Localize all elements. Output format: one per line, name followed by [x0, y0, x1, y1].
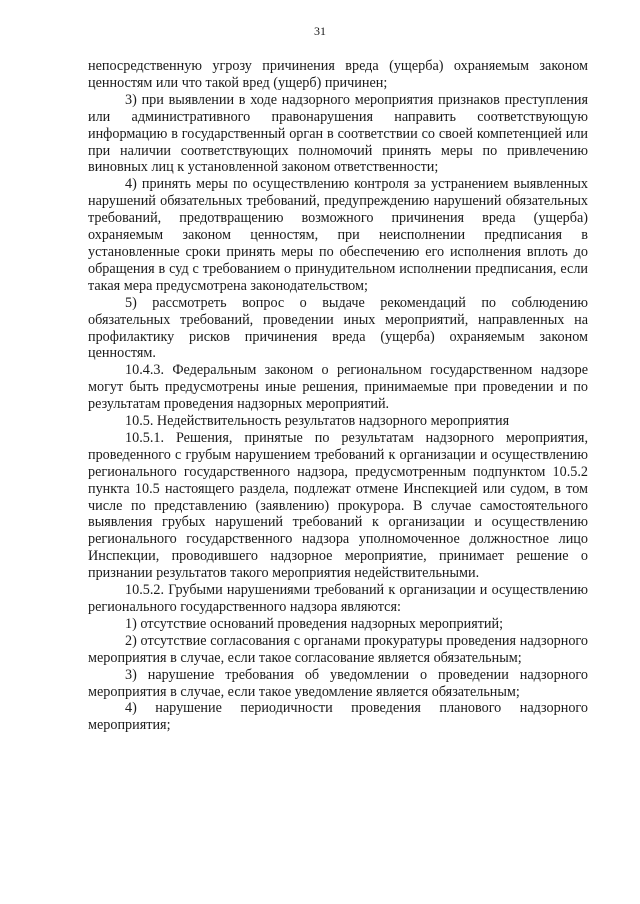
- paragraph-continuation: непосредственную угрозу причинения вреда (ущерба) охраняемым законом ценностям или что такой вред (ущерб) причинен;: [88, 58, 588, 91]
- paragraph-item-3: 3) при выявлении в ходе надзорного мероприятия признаков преступления или административного правонарушения направить соответствующую информацию в государственный орган в соответствии со своей компетенцией или при наличии соответствующих полномочий принять меры по привлечению виновных лиц к установленной законом ответственности;: [88, 91, 588, 176]
- paragraph-10-5-2: 10.5.2. Грубыми нарушениями требований к организации и осуществлению регионального государственного надзора являются:: [88, 582, 588, 615]
- paragraph-10-4-3: 10.4.3. Федеральным законом о региональном государственном надзоре могут быть предусмотрены иные решения, принимаемые при проведении и по результатам проведения надзорных мероприятий.: [88, 362, 588, 413]
- paragraph-item-4: 4) принять меры по осуществлению контроля за устранением выявленных нарушений обязательных требований, предупреждению нарушений обязательных требований, предотвращению возможного причинения вреда (ущерба) охраняемым законом ценностям, при неисполнении предписания в установленные сроки принять меры по обеспечению его исполнения вплоть до обращения в суд с требованием о принудительном исполнении предписания, если такая мера предусмотрена законодательством;: [88, 176, 588, 294]
- list-item-2: 2) отсутствие согласования с органами прокуратуры проведения надзорного мероприятия в случае, если такое согласование является обязательным;: [88, 632, 588, 666]
- page-number: 31: [314, 24, 326, 38]
- paragraph-10-5-1: 10.5.1. Решения, принятые по результатам надзорного мероприятия, проведенного с грубым нарушением требований к организации и осуществлению регионального государственного надзора, предусмотренным подпунктом 10.5.2 пункта 10.5 настоящего раздела, подлежат отмене Инспекцией или судом, в том числе по представлению (заявлению) прокурора. В случае самостоятельного выявления грубых нарушений требований к организации и осуществлению регионального государственного надзора уполномоченное должностное лицо Инспекции, проводившего надзорное мероприятие, принимает решение о признании результатов такого мероприятия недействительными.: [88, 429, 588, 582]
- list-item-1: 1) отсутствие оснований проведения надзорных мероприятий;: [125, 615, 504, 632]
- list-item-4: 4) нарушение периодичности проведения планового надзорного мероприятия;: [88, 700, 588, 734]
- section-heading-10-5: 10.5. Недействительность результатов надзорного мероприятия: [125, 413, 510, 430]
- list-item-3: 3) нарушение требования об уведомлении о проведении надзорного мероприятия в случае, если такое уведомление является обязательным;: [88, 666, 588, 700]
- paragraph-item-5: 5) рассмотреть вопрос о выдаче рекомендаций по соблюдению обязательных требований, проведении иных мероприятий, направленных на профилактику рисков причинения вреда (ущерба) охраняемым законом ценностям.: [88, 294, 588, 362]
- document-body: [88, 58, 588, 734]
